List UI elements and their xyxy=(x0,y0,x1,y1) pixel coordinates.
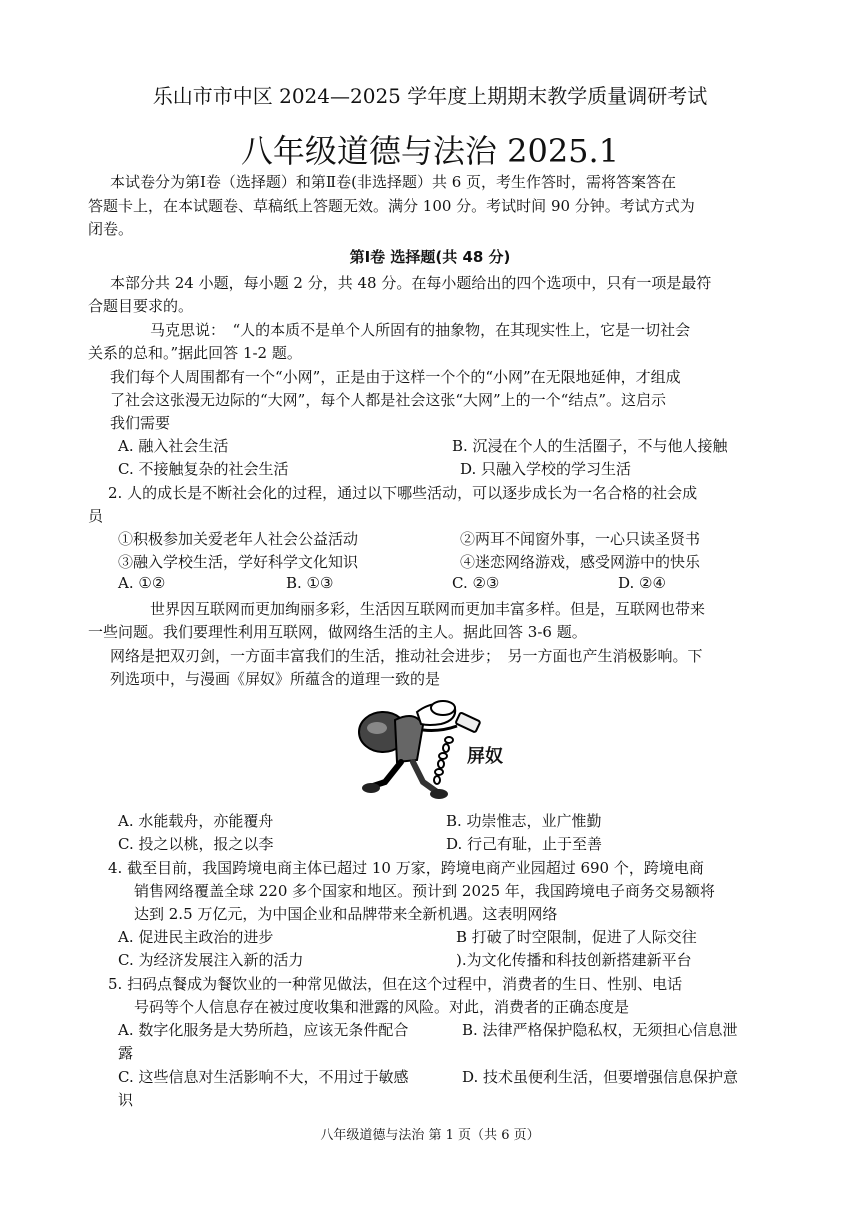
q4-option-a: A. 促进民主政治的进步 xyxy=(118,928,274,946)
q1-stem-3: 我们需要 xyxy=(110,414,171,432)
q3-option-a: A. 水能载舟，亦能覆舟 xyxy=(118,812,274,830)
subject-title: 八年级道德与法治 2025.1 xyxy=(240,132,620,170)
q4-stem-3: 达到 2.5 万亿元，为中国企业和品牌带来全新机遇。这表明网络 xyxy=(134,905,558,923)
material-1-line-2: 关系的总和。”据此回答 1-2 题。 xyxy=(88,344,302,362)
q4-stem-1: 4. 截至目前，我国跨境电商主体已超过 10 万家，跨境电商产业园超过 690 个，跨境电商 xyxy=(108,859,704,877)
q2-statement-3: ③融入学校生活，学好科学文化知识 xyxy=(118,553,359,571)
q5-option-d-cont: 识 xyxy=(118,1091,134,1109)
q3-option-c: C. 投之以桃，报之以李 xyxy=(118,835,274,853)
material-1-line-1: 马克思说： “人的本质不是单个人所固有的抽象物，在其现实性上，它是一切社会 xyxy=(150,321,691,339)
q5-option-b-cont: 露 xyxy=(118,1044,134,1062)
q5-stem-2: 号码等个人信息存在被过度收集和泄露的风险。对此，消费者的正确态度是 xyxy=(134,998,630,1016)
q1-option-a: A. 融入社会生活 xyxy=(118,437,229,455)
q2-statement-4: ④迷恋网络游戏，感受网游中的快乐 xyxy=(460,553,701,571)
intro-line-3: 闭卷。 xyxy=(88,220,134,238)
q2-option-a: A. ①② xyxy=(118,574,166,592)
q5-option-c: C. 这些信息对生活影响不大，不用过于敏感 xyxy=(118,1068,409,1086)
q5-option-a: A. 数字化服务是大势所趋，应该无条件配合 xyxy=(118,1021,409,1039)
material-2-line-1: 世界因互联网而更加绚丽多彩，生活因互联网而更加丰富多样。但是，互联网也带来 xyxy=(150,600,706,618)
q4-option-b: B 打破了时空限制，促进了人际交往 xyxy=(456,928,697,946)
q3-stem-2: 列选项中，与漫画《屏奴》所蕴含的道理一致的是 xyxy=(110,670,441,688)
q4-stem-2: 销售网络覆盖全球 220 多个国家和地区。预计到 2025 年，我国跨境电子商务交易额将 xyxy=(134,882,715,900)
section-instruction-1: 本部分共 24 小题，每小题 2 分，共 48 分。在每小题给出的四个选项中，只有一项是最符 xyxy=(110,274,712,292)
q4-option-d: ).为文化传播和科技创新搭建新平台 xyxy=(456,951,692,969)
q2-option-d: D. ②④ xyxy=(618,574,666,592)
q5-option-d: D. 技术虽便利生活，但要增强信息保护意 xyxy=(462,1068,739,1086)
q1-option-c: C. 不接触复杂的社会生活 xyxy=(118,460,289,478)
q5-option-b: B. 法律严格保护隐私权，无须担心信息泄 xyxy=(462,1021,738,1039)
q3-option-b: B. 功崇惟志，业广惟勤 xyxy=(446,812,602,830)
q2-option-c: C. ②③ xyxy=(452,574,500,592)
q2-stem-1: 2. 人的成长是不断社会化的过程，通过以下哪些活动，可以逐步成长为一名合格的社会成 xyxy=(108,484,698,502)
intro-line-1: 本试卷分为第Ⅰ卷（选择题）和第Ⅱ卷(非选择题）共 6 页，考生作答时，需将答案答在 xyxy=(110,173,677,191)
cartoon-caption: 屏奴 xyxy=(467,746,503,767)
section-instruction-2: 合题目要求的。 xyxy=(88,297,194,315)
q2-statement-2: ②两耳不闻窗外事，一心只读圣贤书 xyxy=(460,530,701,548)
q2-statement-1: ①积极参加关爱老年人社会公益活动 xyxy=(118,530,359,548)
exam-title: 乐山市市中区 2024—2025 学年度上期期末教学质量调研考试 xyxy=(152,84,708,108)
q1-option-b: B. 沉浸在个人的生活圈子，不与他人接触 xyxy=(452,437,728,455)
q1-option-d: D. 只融入学校的学习生活 xyxy=(460,460,632,478)
q2-stem-2: 员 xyxy=(88,507,104,525)
q2-option-b: B. ①③ xyxy=(286,574,334,592)
intro-line-2: 答题卡上，在本试题卷、草稿纸上答题无效。满分 100 分。考试时间 90 分钟。考试方式为 xyxy=(88,197,695,215)
page-footer: 八年级道德与法治 第 1 页（共 6 页） xyxy=(320,1128,540,1143)
q3-option-d: D. 行己有耻，止于至善 xyxy=(446,835,603,853)
section-title: 第Ⅰ卷 选择题(共 48 分) xyxy=(349,248,511,266)
q1-stem-1: 我们每个人周围都有一个“小网”，正是由于这样一个个的“小网”在无限地延伸，才组成 xyxy=(110,368,681,386)
q1-stem-2: 了社会这张漫无边际的“大网”，每个人都是社会这张“大网”上的一个“结点”。这启示 xyxy=(110,391,667,409)
q5-stem-1: 5. 扫码点餐成为餐饮业的一种常见做法，但在这个过程中，消费者的生日、性别、电话 xyxy=(108,975,683,993)
cartoon-screen-slave xyxy=(345,690,525,800)
q3-stem-1: 网络是把双刃剑，一方面丰富我们的生活，推动社会进步； 另一方面也产生消极影响。下 xyxy=(110,647,703,665)
q4-option-c: C. 为经济发展注入新的活力 xyxy=(118,951,304,969)
material-2-line-2: 一些问题。我们要理性利用互联网，做网络生活的主人。据此回答 3-6 题。 xyxy=(88,623,587,641)
